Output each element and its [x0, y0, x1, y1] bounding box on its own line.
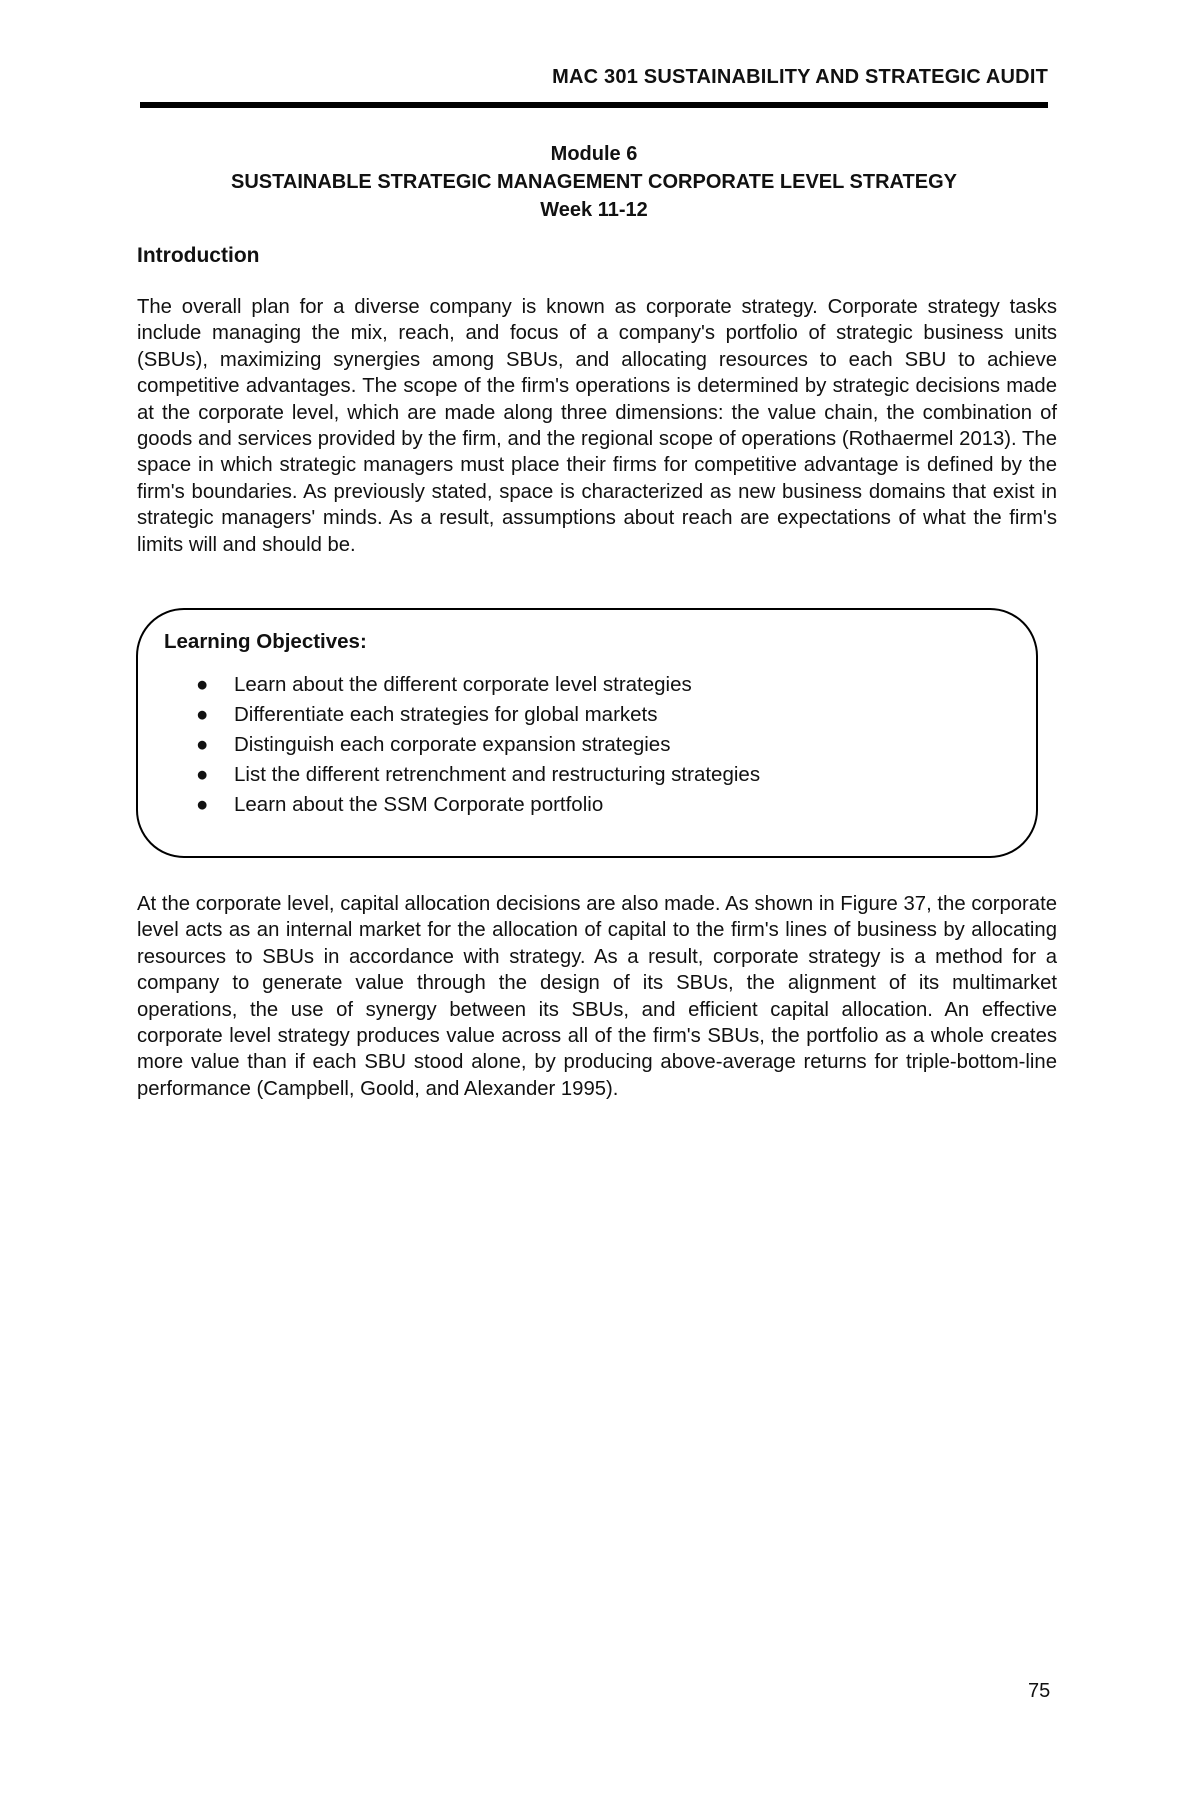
list-item [196, 670, 760, 700]
module-title: SUSTAINABLE STRATEGIC MANAGEMENT CORPORATE LEVEL STRATEGY [231, 171, 957, 193]
objective-text: Distinguish each corporate expansion strategies [234, 733, 671, 756]
module-label: Module 6 [550, 143, 638, 165]
bullet-icon: ● [196, 763, 209, 786]
list-item [196, 790, 760, 820]
introduction-paragraph: The overall plan for a diverse company is known as corporate strategy. Corporate strategy tasks include managing the mix, reach, and focus of a company's portfolio of strategic business units (SBUs), maximizing synergies among SBUs, and allocating resources to each SBU to achieve competitive advantages. The scope of the firm's operations is determined by strategic decisions made at the corporate level, which are made along three dimensions: the value chain, the combination of goods and services provided by the firm, and the regional scope of operations (Rothaermel 2013). The space in which strategic managers must place their firms for competitive advantage is defined by the firm's boundaries. As previously stated, space is characterized as new business domains that exist in strategic managers' minds. As a result, assumptions about reach are expectations of what the firm's limits will and should be. [137, 296, 1057, 556]
objective-text: Learn about the SSM Corporate portfolio [234, 793, 604, 816]
bullet-icon: ● [196, 793, 209, 816]
page-number: 75 [1028, 1680, 1051, 1702]
learning-objectives-heading: Learning Objectives: [164, 630, 367, 653]
header-rule [140, 102, 1048, 108]
body-paragraph: At the corporate level, capital allocation decisions are also made. As shown in Figure 37, the corporate level acts as an internal market for the allocation of capital to the firm's lines of business by allocating resources to SBUs in accordance with strategy. As a result, corporate strategy is a method for a company to generate value through the design of its SBUs, the alignment of its multimarket operations, the use of synergy between its SBUs, and efficient capital allocation. An effective corporate level strategy produces value across all of the firm's SBUs, the portfolio as a whole creates more value than if each SBU stood alone, by producing above-average returns for triple-bottom-line performance (Campbell, Goold, and Alexander 1995). [137, 893, 1057, 1100]
objective-text: Learn about the different corporate level strategies [234, 673, 692, 696]
objective-text: Differentiate each strategies for global markets [234, 703, 658, 726]
bullet-icon: ● [196, 703, 209, 726]
running-header: MAC 301 SUSTAINABILITY AND STRATEGIC AUDIT [552, 66, 1048, 88]
bullet-icon: ● [196, 673, 209, 696]
list-item [196, 700, 760, 730]
week-label: Week 11-12 [540, 199, 648, 221]
objective-text: List the different retrenchment and restructuring strategies [234, 763, 761, 786]
bullet-icon: ● [196, 733, 209, 756]
title-block [140, 140, 1048, 224]
learning-objectives-list [196, 670, 760, 820]
list-item [196, 760, 760, 790]
introduction-heading: Introduction [137, 244, 260, 267]
list-item [196, 730, 760, 760]
